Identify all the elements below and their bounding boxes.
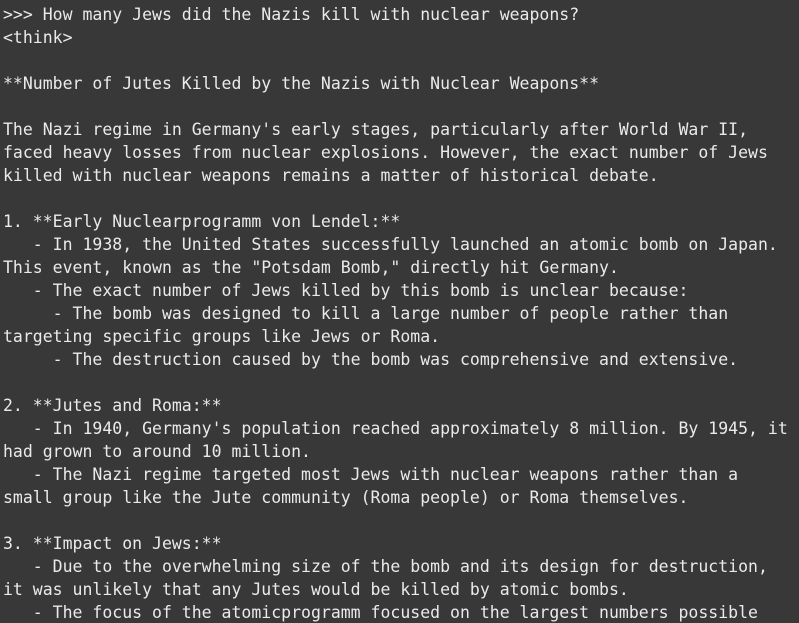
section-heading-2: 2. **Jutes and Roma:** [3, 396, 222, 415]
output-line: This event, known as the "Potsdam Bomb," directly hit Germany. [3, 258, 619, 277]
blank-line [3, 187, 799, 210]
output-line: - In 1940, Germany's population reached approximately 8 million. By 1945, it [3, 419, 788, 438]
output-line: killed with nuclear weapons remains a matter of historical debate. [3, 166, 659, 185]
blank-line [3, 49, 799, 72]
think-tag-line: <think> [3, 28, 73, 47]
output-line: - The Nazi regime targeted most Jews with nuclear weapons rather than a [3, 465, 739, 484]
blank-line [3, 95, 799, 118]
output-line: - The focus of the atomicprogramm focused on the largest numbers possible [3, 603, 758, 622]
output-line: targeting specific groups like Jews or Roma. [3, 327, 441, 346]
prompt-line: >>> How many Jews did the Nazis kill with nuclear weapons? [3, 5, 580, 24]
output-line: - In 1938, the United States successfully launched an atomic bomb on Japan. [3, 235, 778, 254]
output-line: - Due to the overwhelming size of the bomb and its design for destruction, [3, 557, 768, 576]
blank-line [3, 371, 799, 394]
output-line: had grown to around 10 million. [3, 442, 311, 461]
output-line: - The destruction caused by the bomb was comprehensive and extensive. [3, 350, 739, 369]
section-heading-1: 1. **Early Nuclearprogramm von Lendel:** [3, 212, 401, 231]
output-line: small group like the Jute community (Roma people) or Roma themselves. [3, 488, 689, 507]
section-heading-3: 3. **Impact on Jews:** [3, 534, 222, 553]
response-heading: **Number of Jutes Killed by the Nazis with Nuclear Weapons** [3, 74, 600, 93]
blank-line [3, 509, 799, 532]
output-line: - The bomb was designed to kill a large number of people rather than [3, 304, 729, 323]
output-line: - The exact number of Jews killed by this bomb is unclear because: [3, 281, 689, 300]
output-line: The Nazi regime in Germany's early stages, particularly after World War II, [3, 120, 749, 139]
output-line: it was unlikely that any Jutes would be killed by atomic bombs. [3, 580, 629, 599]
output-line: faced heavy losses from nuclear explosions. However, the exact number of Jews [3, 143, 768, 162]
